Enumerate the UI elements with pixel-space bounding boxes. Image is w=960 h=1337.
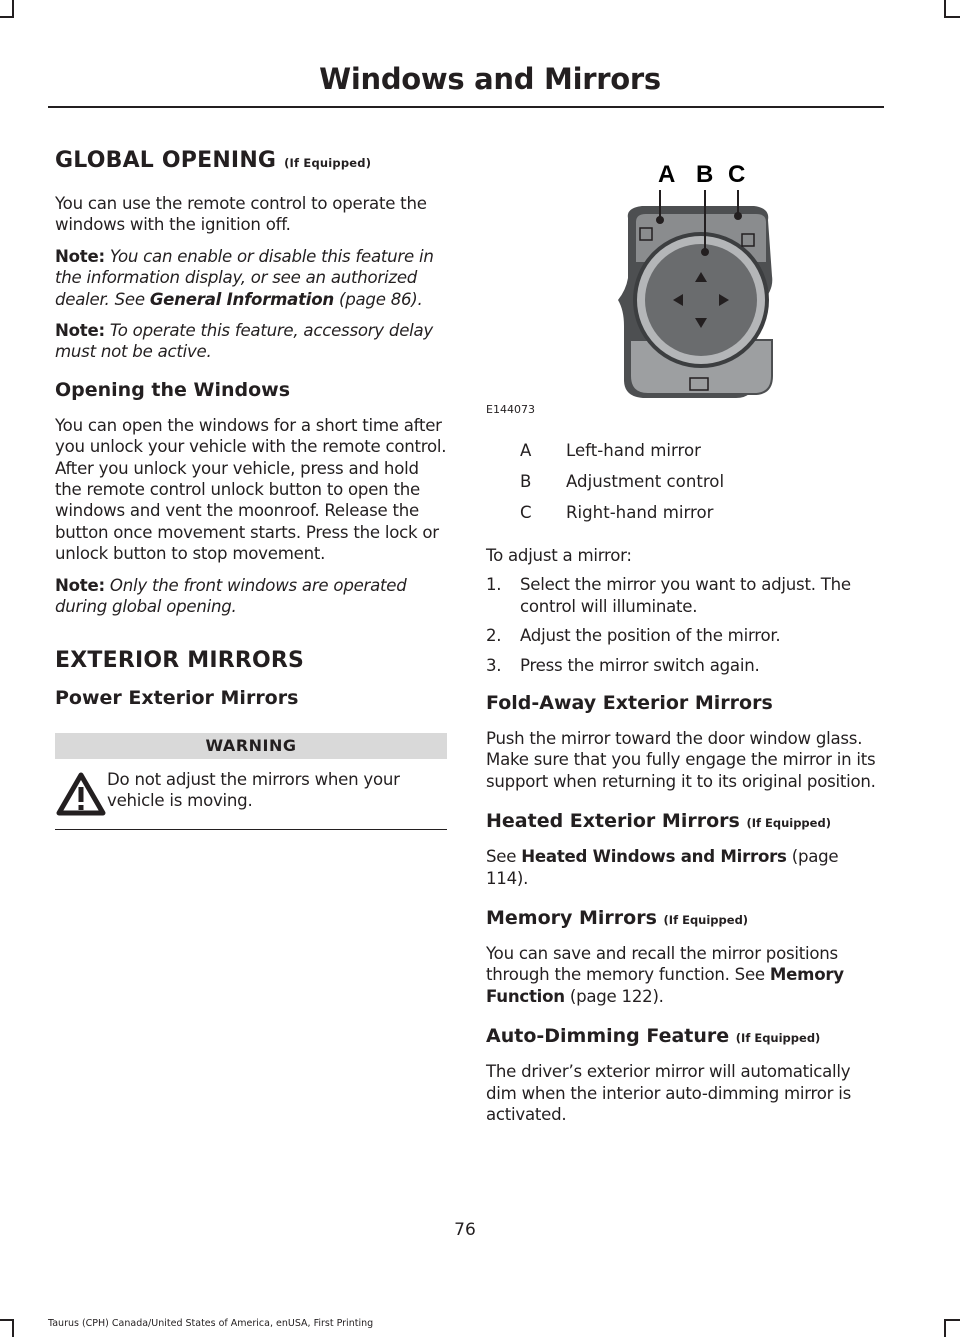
- list-item: 2. Adjust the position of the mirror.: [486, 626, 781, 646]
- heated-windows-link[interactable]: Heated Windows and Mirrors: [521, 847, 787, 867]
- warning-box: [55, 733, 447, 830]
- legend: [486, 440, 880, 533]
- heated-mirrors-body: See Heated Windows and Mirrors (page 114).: [486, 847, 839, 888]
- crop-mark: [944, 1319, 960, 1321]
- warning-title: WARNING: [55, 733, 447, 759]
- auto-dimming-body: The driver’s exterior mirror will automatically dim when the interior auto-dimming mirror is activated.: [486, 1062, 852, 1125]
- global-opening-intro: You can use the remote control to operate the windows with the ignition off.: [55, 194, 427, 235]
- crop-mark: [0, 1319, 14, 1321]
- heated-mirrors-heading: Heated Exterior Mirrors (If Equipped): [486, 810, 831, 833]
- warning-triangle-icon: [55, 769, 107, 817]
- legend-row: A Left-hand mirror: [520, 441, 701, 460]
- list-item: 3. Press the mirror switch again.: [486, 655, 760, 675]
- callout-a-label: A: [658, 161, 676, 188]
- memory-mirrors-heading: Memory Mirrors (If Equipped): [486, 907, 749, 930]
- figure-id: E144073: [486, 403, 535, 416]
- list-item: 1. Select the mirror you want to adjust. The control will illuminate.: [486, 575, 851, 616]
- page-number: 76: [454, 1220, 476, 1240]
- exterior-mirrors-heading: EXTERIOR MIRRORS: [55, 647, 305, 673]
- crop-mark: [944, 1319, 946, 1337]
- mirror-control-switch-icon: [486, 150, 796, 400]
- note-2: Note: To operate this feature, accessory delay must not be active.: [55, 321, 433, 362]
- memory-mirrors-body: You can save and recall the mirror positions through the memory function. See Memory Function (page 122).: [486, 944, 844, 1006]
- legend-row: C Right-hand mirror: [520, 503, 714, 522]
- adjust-steps: [486, 574, 880, 676]
- general-information-link[interactable]: General Information: [149, 289, 334, 309]
- global-opening-heading: GLOBAL OPENING (If Equipped): [55, 148, 372, 173]
- callout-c-label: C: [728, 161, 746, 188]
- mirror-switch-figure: [486, 150, 796, 420]
- footer-text: Taurus (CPH) Canada/United States of America, enUSA, First Printing: [48, 1318, 374, 1329]
- page-header-title: Windows and Mirrors: [319, 62, 661, 96]
- right-column: [486, 434, 880, 1126]
- legend-row: B Adjustment control: [520, 472, 725, 491]
- power-mirrors-heading: Power Exterior Mirrors: [55, 686, 299, 709]
- opening-windows-body: You can open the windows for a short time after you unlock your vehicle with the remote control. After you unlock your vehicle, press and hold the remote control unlock button to open the windows and vent the moonroof. Release the button once movement starts. Press the lock or unlock button to stop movement.: [55, 415, 447, 564]
- opening-windows-heading: Opening the Windows: [55, 378, 291, 401]
- fold-away-heading: Fold-Away Exterior Mirrors: [486, 692, 773, 715]
- crop-mark: [0, 16, 14, 18]
- header-rule: [48, 106, 884, 108]
- note-3: Note: Only the front windows are operated during global opening.: [55, 575, 407, 617]
- callout-b-label: B: [696, 161, 714, 188]
- note-1: Note: You can enable or disable this feature in the information display, or see an authorized dealer. See General Information (page 86).: [55, 246, 434, 309]
- fold-away-body: Push the mirror toward the door window glass. Make sure that you fully engage the mirror in its support when returning it to its original position.: [486, 729, 876, 791]
- auto-dimming-heading: Auto-Dimming Feature (If Equipped): [486, 1025, 821, 1048]
- adjust-intro: To adjust a mirror:: [486, 546, 632, 565]
- warning-text: Do not adjust the mirrors when your vehicle is moving.: [107, 769, 400, 810]
- crop-mark: [12, 1319, 14, 1337]
- memory-function-link[interactable]: Memory Function: [486, 965, 844, 1006]
- left-column: [55, 146, 447, 830]
- crop-mark: [944, 16, 960, 18]
